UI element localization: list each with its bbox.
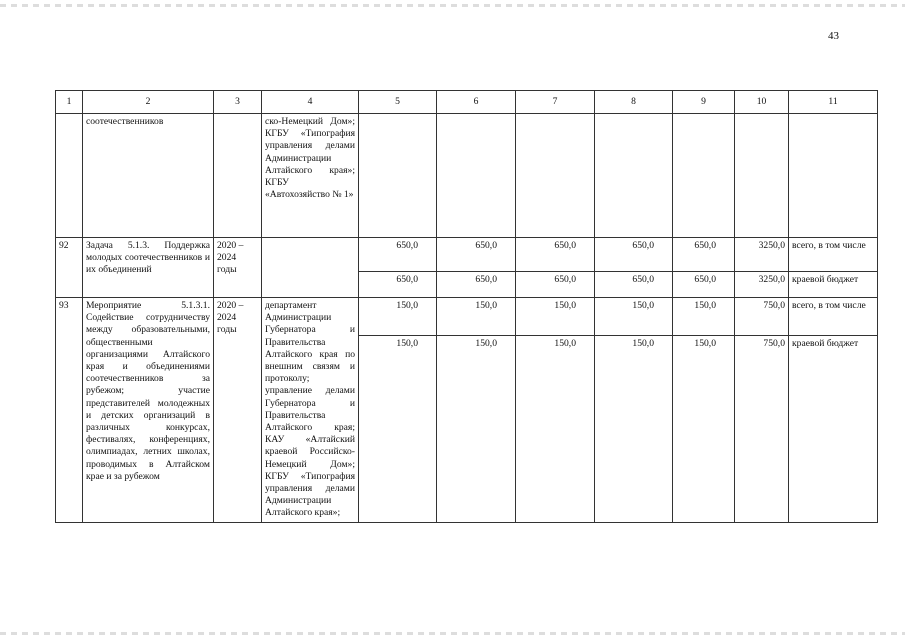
header-cell: 5 xyxy=(359,91,437,114)
value-cell: 150,0 xyxy=(673,298,735,336)
value-total-cell: 3250,0 xyxy=(735,238,789,272)
source-label: всего, в том числе xyxy=(789,238,878,272)
header-cell: 8 xyxy=(595,91,673,114)
header-cell: 4 xyxy=(262,91,359,114)
value-cell: 150,0 xyxy=(359,336,437,523)
value-cell: 150,0 xyxy=(437,298,516,336)
value-cell: 650,0 xyxy=(595,238,673,272)
row-93-total xyxy=(56,298,878,336)
executors-cell: департамент Администрации Губернатора и Правительства Алтайского края по внешним связям и протоколу; управление делами Губернатора и Правительства Алтайского края; КАУ «Алтайский краевой Российско-Немецкий Дом»; КГБУ «Типография управления делами Администрации Алтайского края»; xyxy=(262,298,359,523)
cont-executors-cell: ско-Немецкий Дом»; КГБУ «Типография управления делами Администрации Алтайского края»; КГБУ «Автохозяйство № 1» xyxy=(262,114,359,238)
source-label: всего, в том числе xyxy=(789,298,878,336)
cell-empty xyxy=(437,114,516,238)
continuation-row xyxy=(56,114,878,238)
value-cell: 150,0 xyxy=(595,298,673,336)
value-cell: 650,0 xyxy=(673,238,735,272)
value-cell: 150,0 xyxy=(516,336,595,523)
header-cell: 9 xyxy=(673,91,735,114)
value-cell: 650,0 xyxy=(673,272,735,298)
value-cell: 150,0 xyxy=(516,298,595,336)
scan-bottom-edge xyxy=(0,632,905,635)
measure-name: Мероприятие 5.1.3.1. Содействие сотрудничеству между образовательными, общественными организациями Алтайского края и объединениями соотечественников за рубежом; участие представителей молодежных и детских организаций в различных конкурсах, фестивалях, конференциях, олимпиадах, летних школах, проводимых в Алтайском крае и за рубежом xyxy=(83,298,214,523)
source-label: краевой бюджет xyxy=(789,272,878,298)
value-cell: 650,0 xyxy=(359,238,437,272)
header-cell: 11 xyxy=(789,91,878,114)
cell-empty xyxy=(735,114,789,238)
value-total-cell: 750,0 xyxy=(735,336,789,523)
cell-empty xyxy=(673,114,735,238)
value-total-cell: 3250,0 xyxy=(735,272,789,298)
row-92-total xyxy=(56,238,878,272)
value-cell: 650,0 xyxy=(595,272,673,298)
header-cell: 6 xyxy=(437,91,516,114)
value-cell: 150,0 xyxy=(673,336,735,523)
value-cell: 650,0 xyxy=(359,272,437,298)
cell-empty xyxy=(516,114,595,238)
row-number: 92 xyxy=(56,238,83,298)
header-cell: 7 xyxy=(516,91,595,114)
value-cell: 650,0 xyxy=(437,238,516,272)
cell-empty xyxy=(359,114,437,238)
program-table xyxy=(55,90,878,523)
task-name: Задача 5.1.3. Поддержка молодых соотечественников и их объединений xyxy=(83,238,214,298)
cell-empty xyxy=(789,114,878,238)
years-cell: 2020 – 2024 годы xyxy=(214,238,262,298)
value-cell: 650,0 xyxy=(516,238,595,272)
header-cell: 1 xyxy=(56,91,83,114)
executors-cell xyxy=(262,238,359,298)
header-cell: 3 xyxy=(214,91,262,114)
source-label: краевой бюджет xyxy=(789,336,878,523)
cell-empty xyxy=(56,114,83,238)
scan-top-edge xyxy=(0,4,905,7)
header-cell: 10 xyxy=(735,91,789,114)
value-cell: 650,0 xyxy=(516,272,595,298)
header-row xyxy=(56,91,878,114)
cell-empty xyxy=(214,114,262,238)
value-cell: 150,0 xyxy=(437,336,516,523)
value-cell: 150,0 xyxy=(359,298,437,336)
years-cell: 2020 – 2024 годы xyxy=(214,298,262,523)
value-cell: 150,0 xyxy=(595,336,673,523)
cont-name-cell: соотечественников xyxy=(83,114,214,238)
header-cell: 2 xyxy=(83,91,214,114)
row-number: 93 xyxy=(56,298,83,523)
value-total-cell: 750,0 xyxy=(735,298,789,336)
page-number: 43 xyxy=(828,30,839,42)
cell-empty xyxy=(595,114,673,238)
value-cell: 650,0 xyxy=(437,272,516,298)
